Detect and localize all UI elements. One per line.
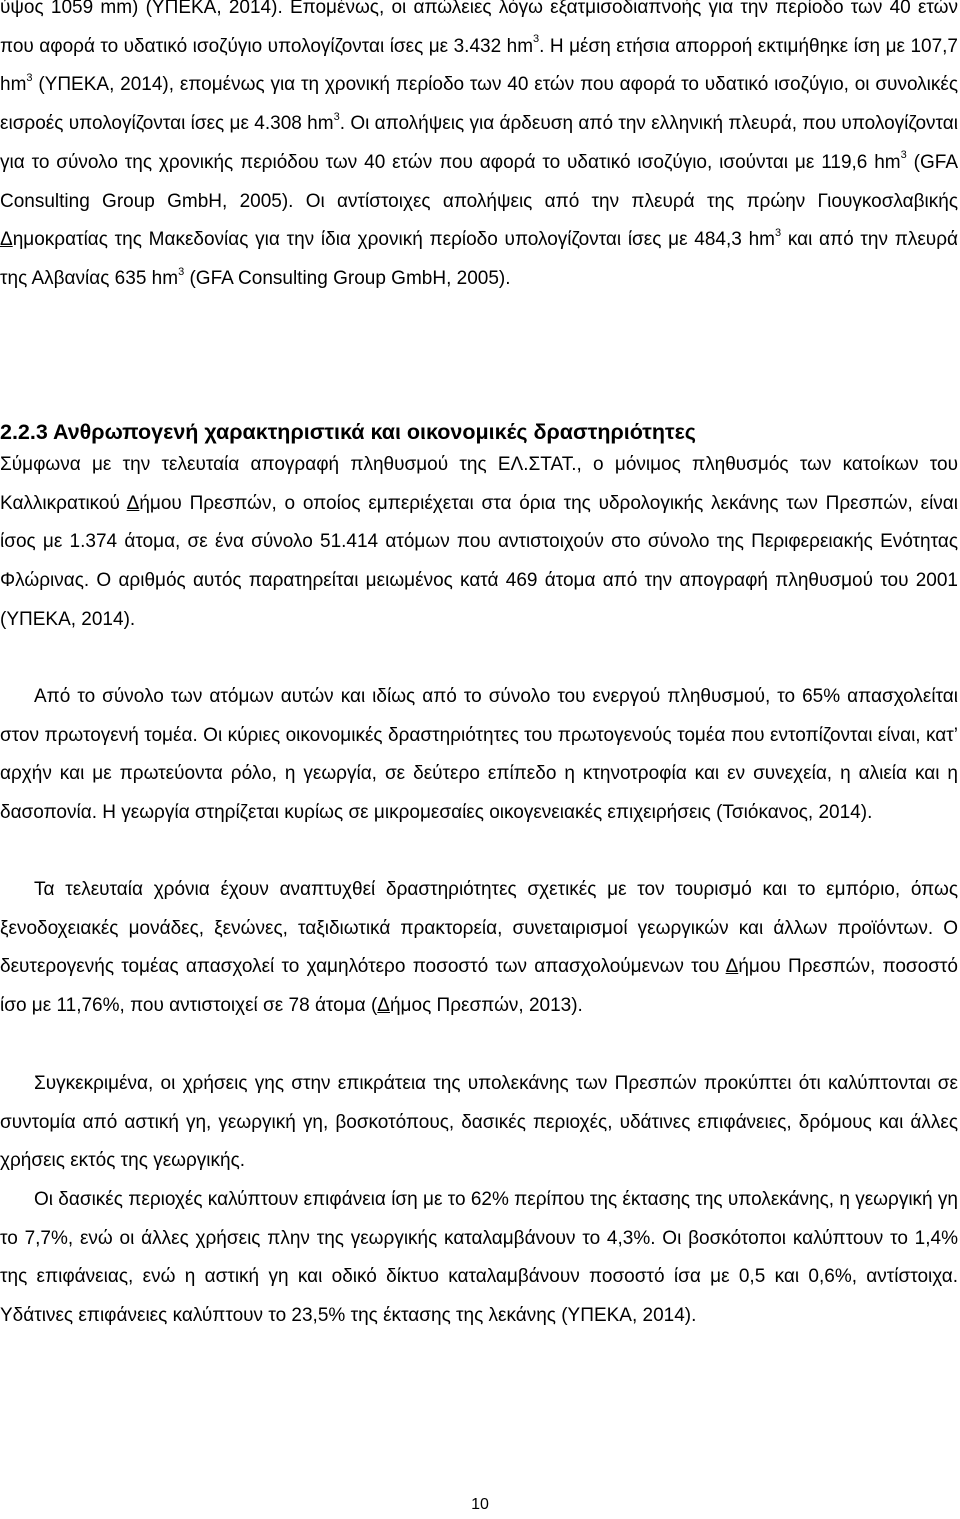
text-segment: ύψος 1059 mm) (ΥΠΕΚΑ, 2014). Επομένως, οι απώλειες λόγω εξατμισοδιαπνοής για την περίοδο των 40 ετών που αφορά το υδατικό ισοζύγιο υπολογίζονται ίσες με 3.432 hm (0, 0, 958, 57)
text-segment: ήμος Πρεσπών, 2013). (389, 995, 583, 1017)
page-number: 10 (471, 1496, 489, 1513)
paragraph-land-cover: Οι δασικές περιοχές καλύπτουν επιφάνεια ίση με το 62% περίπου της έκτασης της υπολεκάνης, η γεωργική γη το 7,7%, ενώ οι άλλες χρήσεις πλην της γεωργικής καταλαμβάνουν το 4,3%. Οι βοσκότοποι καλύπτουν το 1,4% της επιφάνειας, ενώ η αστική γη και οδικό δίκτυο καταλαμβάνουν ποσοστό ίσα με 0,5 και 0,6%, αντίστοιχα. Υδάτινες επιφάνειες καλύπτουν το 23,5% της έκτασης της λεκάνης (ΥΠΕΚΑ, 2014). (0, 1189, 958, 1327)
text-segment: . Οι απολήψεις για άρδευση από την ελληνική πλευρά, που υπολογίζονται για το σύνολο της χρονικής περιόδου των 40 ετών που αφορά το υδατικό ισοζύγιο, ισούνται με 119,6 hm (0, 113, 958, 173)
superscript: 3 (533, 33, 540, 46)
paragraph-employment: Από το σύνολο των ατόμων αυτών και ιδίως από το σύνολο του ενεργού πληθυσμού, το 65% απασχολείται στον πρωτογενή τομέα. Οι κύριες οικονομικές δραστηριότητες του πρωτογενούς τομέα που εντοπίζονται είναι, κατ’ αρχήν και με πρωτεύοντα ρόλο, η γεωργία, σε δεύτερο επίπεδο η κτηνοτροφία και εν συνεχεία, η αλιεία και η δασοπονία. Η γεωργία στηρίζεται κυρίως σε μικρομεσαίες οικογενειακές επιχειρήσεις (Τσιόκανος, 2014). (0, 686, 958, 824)
superscript: 3 (900, 149, 907, 162)
paragraph-tourism (0, 871, 958, 1026)
superscript: 3 (178, 265, 185, 278)
paragraph-land-use: Συγκεκριμένα, οι χρήσεις γης στην επικράτεια της υπολεκάνης των Πρεσπών προκύπτει ότι καλύπτονται σε συντομία από αστική γη, γεωργική γη, βοσκοτόπους, δασικές περιοχές, υδάτινες επιφάνειες, δρόμους και άλλες χρήσεις εκτός της γεωργικής. (0, 1073, 958, 1172)
text-segment: Σύμφωνα με την τελευταία απογραφή πληθυσμού της ΕΛ.ΣΤΑΤ., ο μόνιμος πληθυσμός των κατοίκων του Καλλικρατικού (0, 454, 958, 514)
paragraph-population (0, 446, 958, 640)
text-segment: και από την πλευρά της Αλβανίας 635 hm (0, 229, 958, 289)
underlined-letter: Δ (126, 492, 140, 514)
text-segment: (GFA Consulting Group GmbH, 2005). (184, 267, 511, 289)
superscript: 3 (26, 72, 33, 85)
underlined-letter: Δ (0, 229, 13, 251)
underlined-letter: Δ (725, 956, 739, 978)
text-segment: (GFA Consulting Group GmbH, 2005). Οι αντίστοιχες απολήψεις από την πλευρά της πρώην Γιουγκοσλαβικής (0, 151, 958, 212)
section-heading: 2.2.3 Ανθρωπογενή χαρακτηριστικά και οικονομικές δραστηριότητες (0, 420, 696, 444)
superscript: 3 (774, 226, 782, 239)
text-segment: (ΥΠΕΚΑ, 2014), επομένως για τη χρονική περίοδο των 40 ετών που αφορά το υδατικό ισοζύγιο, οι συνολικές εισροές υπολογίζονται ίσες με 4.308 hm (0, 74, 958, 135)
paragraph-water-balance (0, 0, 958, 299)
text-segment: ήμου Πρεσπών, ο οποίος εμπεριέχεται στα όρια της υδρολογικής λεκάνης των Πρεσπών, είναι ίσος με 1.374 άτομα, σε ένα σύνολο 51.414 ατόμων που αντιστοιχούν στο σύνολο της Περιφερειακής Ενότητας Φλώρινας. Ο αριθμός αυτός παρατηρείται μειωμένος κατά 469 άτομα από την απογραφή πληθυσμού του 2001 (ΥΠΕΚΑ, 2014). (0, 492, 958, 630)
text-segment: Τα τελευταία χρόνια έχουν αναπτυχθεί δραστηριότητες σχετικές με τον τουρισμό και το εμπόριο, όπως ξενοδοχειακές μονάδες, ξενώνες, ταξιδιωτικά πρακτορεία, συνεταιρισμοί γεωργικών και άλλων προϊόντων. Ο δευτερογενής τομέας απασχολεί το χαμηλότερο ποσοστό των απασχολούμενων του (0, 879, 958, 978)
text-segment: ήμου Πρεσπών, ποσοστό ίσο με 11,76%, που αντιστοιχεί σε 78 άτομα ( (0, 956, 958, 1017)
underlined-letter: Δ (377, 995, 390, 1017)
text-segment: ημοκρατίας της Μακεδονίας για την ίδια χρονική περίοδο υπολογίζονται ίσες με 484,3 hm (12, 229, 775, 251)
superscript: 3 (333, 110, 340, 123)
text-segment: . Η μέση ετήσια απορροή εκτιμήθηκε ίση με 107,7 hm (0, 35, 958, 96)
